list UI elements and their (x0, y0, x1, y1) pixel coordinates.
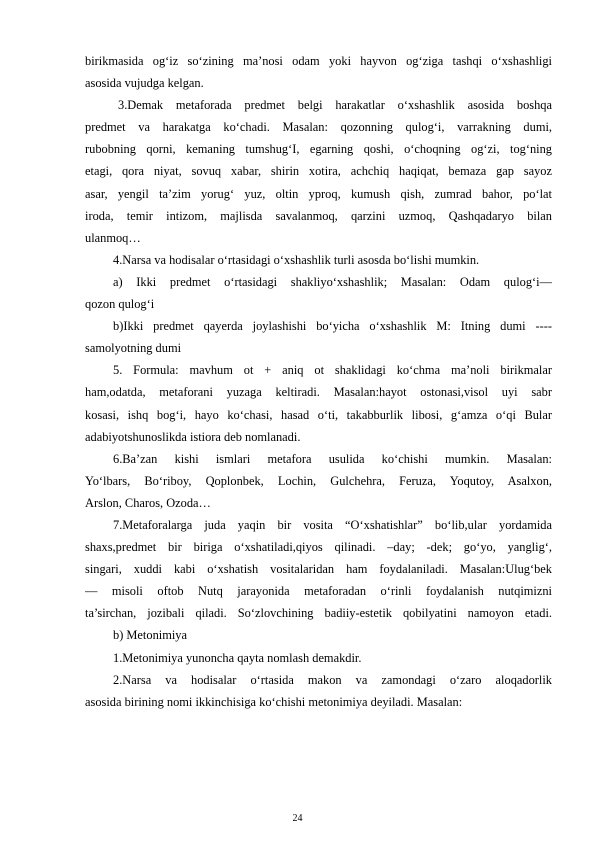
text-line: 7.Metaforalarga juda yaqin bir vosita “O‘xshatishlar” bo‘lib,ular yordamida (113, 517, 552, 532)
text-line: asar, yengil ta’zim yorug‘ yuz, oltin yproq, kumush qish, zumrad bahor, po‘lat (85, 186, 552, 201)
text-line: asosida birining nomi ikkinchisiga ko‘chishi metonimiya deyiladi. Masalan: (85, 694, 463, 709)
text-line: a) Ikki predmet o‘rtasidagi shakliyo‘xshashlik; Masalan: Odam qulog‘i— (113, 274, 552, 289)
text-line: qozon qulog‘i (85, 297, 155, 312)
text-line: b)Ikki predmet qayerda joylashishi bo‘yicha o‘xshashlik M: Itning dumi ---- (113, 319, 552, 334)
text-line: 4.Narsa va hodisalar o‘rtasidagi o‘xshashlik turli asosda bo‘lishi mumkin. (113, 252, 480, 267)
text-line: Yo‘lbars, Bo‘riboy, Qoplonbek, Lochin, Gulchehra, Feruza, Yoqutoy, Asalxon, (85, 473, 552, 488)
text-line: 6.Ba’zan kishi ismlari metafora usulida ko‘chishi mumkin. Masalan: (113, 451, 552, 466)
text-line: samolyotning dumi (85, 341, 182, 356)
text-line: singari, xuddi kabi o‘xshatish vositalaridan ham foydalaniladi. Masalan:Ulug‘bek (85, 562, 552, 577)
text-line: adabiyotshunoslikda istiora deb nomlanadi. (85, 429, 301, 444)
text-line: 3.Demak metaforada predmet belgi harakatlar o‘xshashlik asosida boshqa (118, 98, 552, 113)
text-line: predmet va harakatga ko‘chadi. Masalan: qozonning qulog‘i, varrakning dumi, (85, 120, 552, 135)
text-line: ham,odatda, metaforani yuzaga keltiradi. Masalan:hayot ostonasi,visol uyi sabr (85, 385, 552, 400)
text-line: — misoli oftob Nutq jarayonida metaforadan o‘rinli foydalanish nutqimizni (85, 584, 552, 599)
text-line: birikmasida og‘iz so‘zining ma’nosi odam yoki hayvon og‘ziga tashqi o‘xshashligi (85, 54, 552, 68)
text-line: ta’sirchan, jozibali qiladi. So‘zlovchining badiiy-estetik qobilyatini namoyon etadi. (85, 606, 552, 621)
text-line: etagi, qora niyat, sovuq xabar, shirin xotira, achchiq haqiqat, bemaza gap sayoz (85, 164, 552, 179)
text-line: rubobning qorni, kemaning tumshug‘I, egarning qoshi, o‘choqning og‘zi, tog‘ning (85, 142, 552, 157)
text-line: iroda, temir intizom, majlisda savalanmoq, qarzini uzmoq, Qashqadaryo bilan (85, 208, 552, 223)
text-line: kosasi, ishq bog‘i, hayo ko‘chasi, hasad o‘ti, takabburlik libosi, g‘amza o‘qi Bular (85, 407, 552, 422)
text-line: Arslon, Charos, Ozoda… (85, 495, 211, 510)
text-line: 1.Metonimiya yunoncha qayta nomlash demakdir. (113, 650, 362, 665)
text-line: 5. Formula: mavhum ot + aniq ot shaklidagi ko‘chma ma’noli birikmalar (113, 363, 552, 378)
text-line: b) Metonimiya (113, 628, 187, 643)
text-line: asosida vujudga kelgan. (85, 76, 204, 91)
text-line: ulanmoq… (85, 230, 141, 245)
page-number: 24 (292, 813, 303, 824)
document-page (85, 50, 552, 713)
text-line: 2.Narsa va hodisalar o‘rtasida makon va zamondagi o‘zaro aloqadorlik (113, 672, 552, 687)
text-line: shaxs,predmet bir biriga o‘xshatiladi,qiyos qilinadi. –day; -dek; go‘yo, yanglig‘, (85, 540, 552, 555)
